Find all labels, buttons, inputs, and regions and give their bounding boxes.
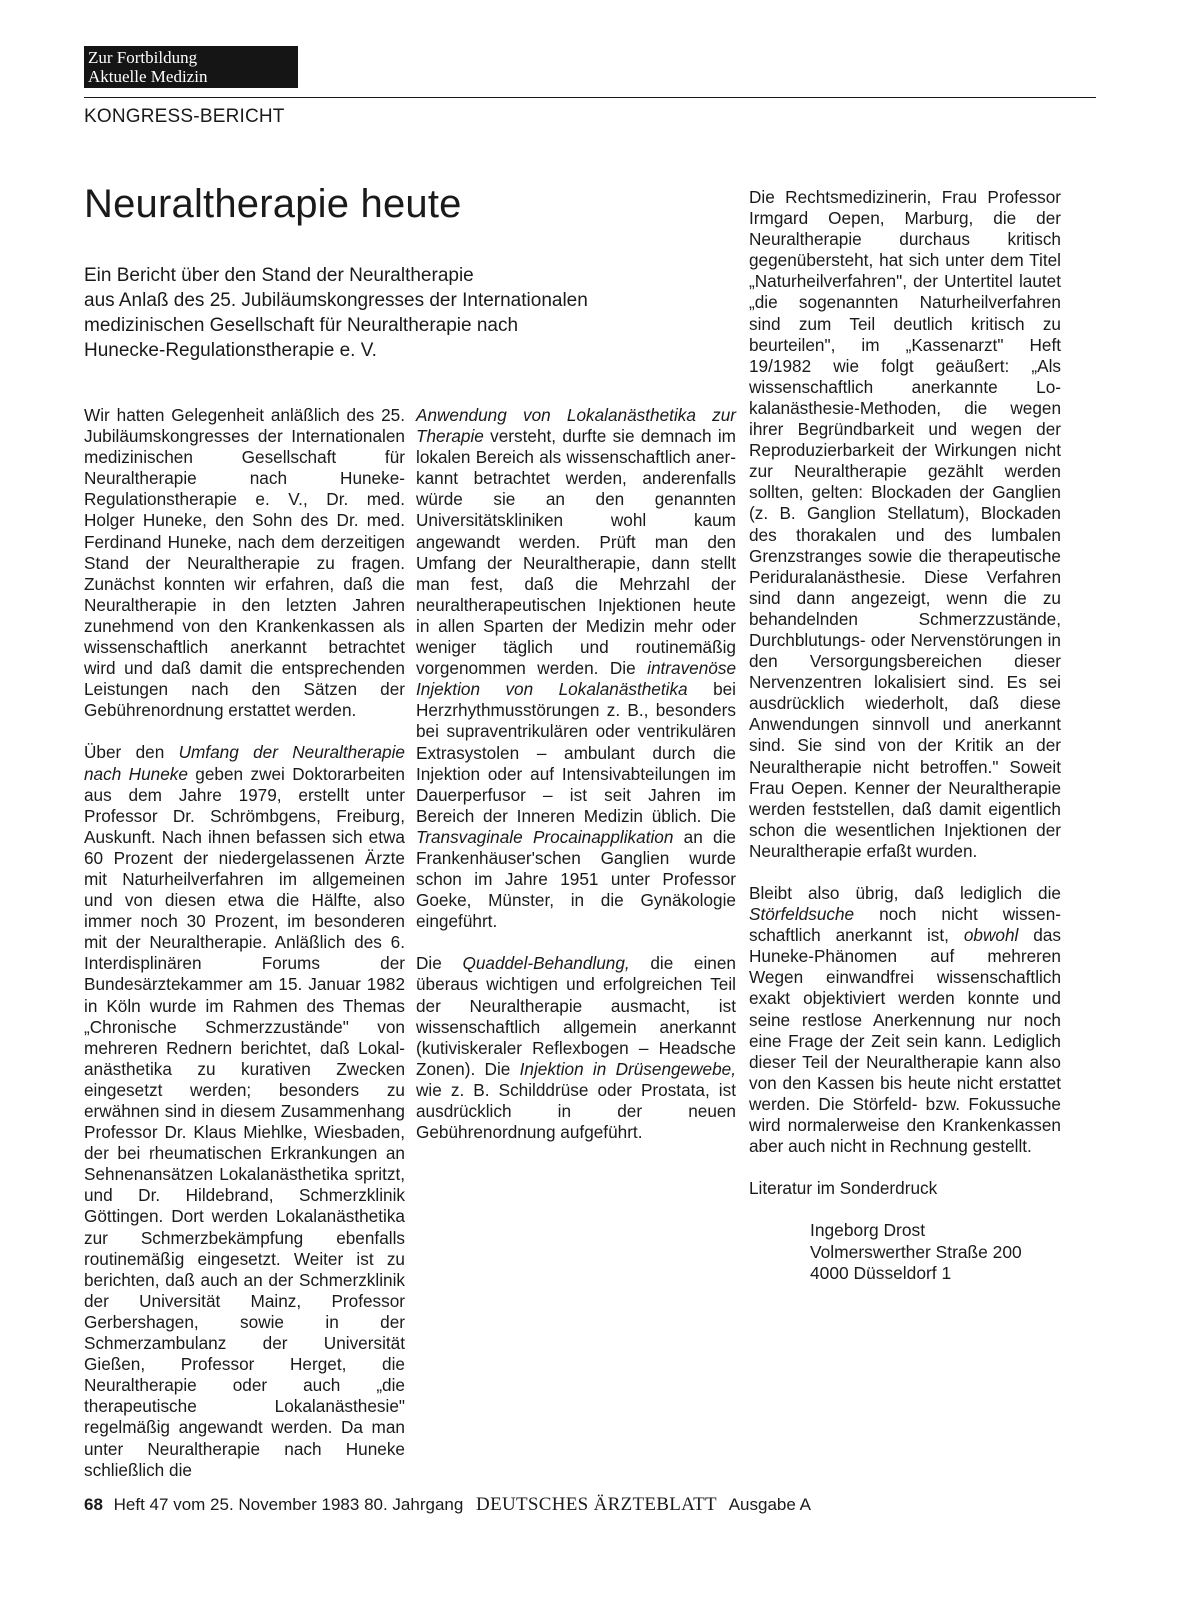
lead-line: Ein Bericht über den Stand der Neuraltherapie xyxy=(84,265,474,286)
category-line-2: Aktuelle Medizin xyxy=(88,67,208,86)
emphasis: obwohl xyxy=(963,925,1019,946)
emphasis: Störfeldsuche xyxy=(749,904,855,925)
emphasis: intravenöse Injektion von Lokalanästhetika xyxy=(416,658,736,700)
paragraph-stoerfeld: Bleibt also übrig, daß lediglich die Störfeldsuche noch nicht wissenschaftlich anerkannt ist, obwohl das Huneke-Phänomen auf mehreren Wegen einwandfrei wissenschaftlich exakt objektiviert werden konnte und seine restlose Anerkennung nur noch eine Frage der Zeit sein kann. Lediglich dieser Teil der Neuraltherapie kann also von den Kassen bis heute nicht erstattet werden. Die Störfeld- bzw. Fokussuche wird normalerweise den Krankenkassen aber auch nicht in Rechnung gestellt. xyxy=(749,883,1061,1157)
header-rule xyxy=(84,97,1096,98)
article-title: Neuraltherapie heute xyxy=(84,182,462,226)
literature-note: Literatur im Sonderdruck xyxy=(749,1178,938,1199)
edition: Ausgabe A xyxy=(728,1495,811,1514)
page-footer xyxy=(84,1494,811,1516)
lead-line: Hunecke-Regulationstherapie e. V. xyxy=(84,340,377,361)
lead-line: medizinischen Gesellschaft für Neuraltherapie nach xyxy=(84,315,519,336)
emphasis: Injektion in Drüsengewebe, xyxy=(519,1058,736,1079)
paragraph-umfang: Über den Umfang der Neuraltherapie nach Huneke geben zwei Doktorarbeiten aus dem Jahre 1979, erstellt unter Professor Dr. Schrömbgens, Freiburg, Auskunft. Nach ihnen befassen sich etwa 60 Prozent der niedergelassenen Ärzte mit Naturheilverfahren im allgemeinen und von diesen etwa die Hälfte, also immer noch 30 Prozent, im besonderen mit der Neuraltherapie. Anläßlich des 6. Interdisplinären Forums der Bundesärztekammer am 15. Januar 1982 in Köln wurde im Rahmen des Themas „Chronische Schmerzzustände" von mehreren Rednern berichtet, daß Lokalanästhetika zu kurativen Zwecken eingesetzt werden; besonders zu erwähnen sind in diesem Zusammenhang Professor Dr. Klaus Miehlke, Wiesbaden, der bei rheumatischen Erkrankungen an Sehnenansätzen Lokalanästhetika spritzt, und Dr. Hildebrand, Schmerzklinik Göttingen. Dort werden Lokalanästhetika zur Schmerzbekämpfung ebenfalls routinemäßig eingesetzt. Weiter ist zu berichten, daß auch an der Schmerzklinik der Universität Mainz, Professor Gerbershagen, sowie in der Schmerzambulanz der Universität Gießen, Professor Herget, die Neuraltherapie oder auch „die therapeutische Lokalanästhesie" regelmäßig angewandt werden. Da man unter Neuraltherapie nach Huneke schließlich die xyxy=(84,742,405,1480)
author-city: 4000 Düsseldorf 1 xyxy=(810,1263,952,1284)
author-address xyxy=(810,1220,1061,1285)
paragraph-intro: Wir hatten Gelegenheit anläßlich des 25. Jubiläumskongresses der Internationalen medizinischen Gesellschaft für Neuraltherapie nach Huneke-Regulationstherapie e. V., Dr. med. Holger Huneke, den Sohn des Dr. med. Ferdinand Huneke, nach dem derzeitigen Stand der Neuraltherapie zu fragen. Zunächst konnten wir erfahren, daß die Neuraltherapie in den letzten Jahren zunehmend von den Krankenkassen als wissenschaftlich anerkannt betrachtet wird und daß damit die entsprechenden Leistungen nach den Sätzen der Gebührenordnung erstattet werden. xyxy=(84,405,405,721)
journal-name: DEUTSCHES ÄRZTEBLATT xyxy=(476,1494,717,1515)
emphasis: Transvaginale Procainapplikation xyxy=(416,826,674,847)
paragraph-quaddel: Die Quaddel-Behandlung, die einen überaus wichtigen und erfolgreichen Teil der Neuraltherapie ausmacht, ist wissenschaftlich allgemein anerkannt (kutiviskeraler Reflexbogen – Headsche Zonen). Die Injektion in Drüsengewebe, wie z. B. Schilddrüse oder Prostata, ist ausdrücklich in der neuen Gebührenordnung aufgeführt. xyxy=(416,953,736,1143)
paragraph-umfang-cont: Anwendung von Lokalanästhetika zur Therapie versteht, durfte sie demnach im lokalen Bereich als wissenschaftlich anerkannt betrachtet werden, anderenfalls würde sie an den genannten Universitätskliniken wohl kaum angewandt werden. Prüft man den Umfang der Neuraltherapie, dann stellt man fest, daß die Mehrzahl der neuraltherapeutischen Injektionen heute in allen Sparten der Medizin mehr oder weniger täglich und routinemäßig vorgenommen werden. Die intravenöse Injektion von Lokalanästhetika bei Herzrhythmusstörungen z. B., besonders bei supraventrikulären oder ventrikulären Extrasystolen – ambulant durch die Injektion oder auf Intensivabteilungen im Dauerperfusor – ist seit Jahren im Bereich der Inneren Medizin üblich. Die Transvaginale Procainapplikation an die Frankenhäuser'schen Ganglien wurde schon im Jahre 1951 unter Professor Goeke, Münster, in die Gynäkologie eingeführt. xyxy=(416,405,737,932)
body-column-2 xyxy=(416,405,736,1164)
article-lead xyxy=(84,263,724,363)
author-street: Volmerswerther Straße 200 xyxy=(810,1241,1022,1262)
emphasis: Anwendung von Lokalanästhetika zur Therapie xyxy=(416,405,736,447)
issue-info: Heft 47 vom 25. November 1983 80. Jahrgang xyxy=(113,1495,464,1514)
body-column-1 xyxy=(84,405,405,1502)
emphasis: Quaddel-Behandlung, xyxy=(462,953,630,974)
page-number: 68 xyxy=(84,1495,103,1514)
section-label: KONGRESS-BERICHT xyxy=(84,106,285,127)
author-name: Ingeborg Drost xyxy=(810,1220,926,1241)
body-column-3 xyxy=(749,187,1061,1285)
category-badge xyxy=(84,46,298,88)
lead-line: aus Anlaß des 25. Jubiläumskongresses der Internationalen xyxy=(84,290,588,311)
category-line-1: Zur Fortbildung xyxy=(88,48,198,67)
emphasis: Umfang der Neuraltherapie nach Huneke xyxy=(84,742,405,784)
paragraph-oepen: Die Rechtsmedizinerin, Frau Professor Irmgard Oepen, Marburg, die der Neuraltherapie durchaus kritisch gegenübersteht, hat sich unter dem Titel „Naturheilverfahren", der Untertitel lautet „die sogenannten Naturheilverfahren sind zum Teil deutlich kritisch zu beurteilen", im „Kassenarzt" Heft 19/1982 wie folgt geäußert: „Als wissenschaftlich anerkannte Lokalanästhesie-Methoden, die wegen ihrer Begründbarkeit und wegen der Reproduzierbarkeit der Wirkungen nicht zur Neuraltherapie gezählt werden sollten, gelten: Blockaden der Ganglien (z. B. Ganglion Stellatum), Blockaden des thorakalen und des lumbalen Grenzstranges sowie die therapeutische Periduralanästhesie. Diese Verfahren sind dann angezeigt, wenn die zu behandelnden Schmerzzustände, Durchblutungs- oder Nervenstörungen in den Versorgungsbereichen dieser Nervenzentren lokalisiert sind. Es sei ausdrücklich wiederholt, daß diese Anwendungen sinnvoll und anerkannt sind. Sie sind von der Kritik an der Neuraltherapie nicht betroffen." Soweit Frau Oepen. Kenner der Neuraltherapie werden feststellen, daß damit eigentlich schon die wesentlichen Injektionen der Neuraltherapie erfaßt wurden. xyxy=(749,187,1061,861)
